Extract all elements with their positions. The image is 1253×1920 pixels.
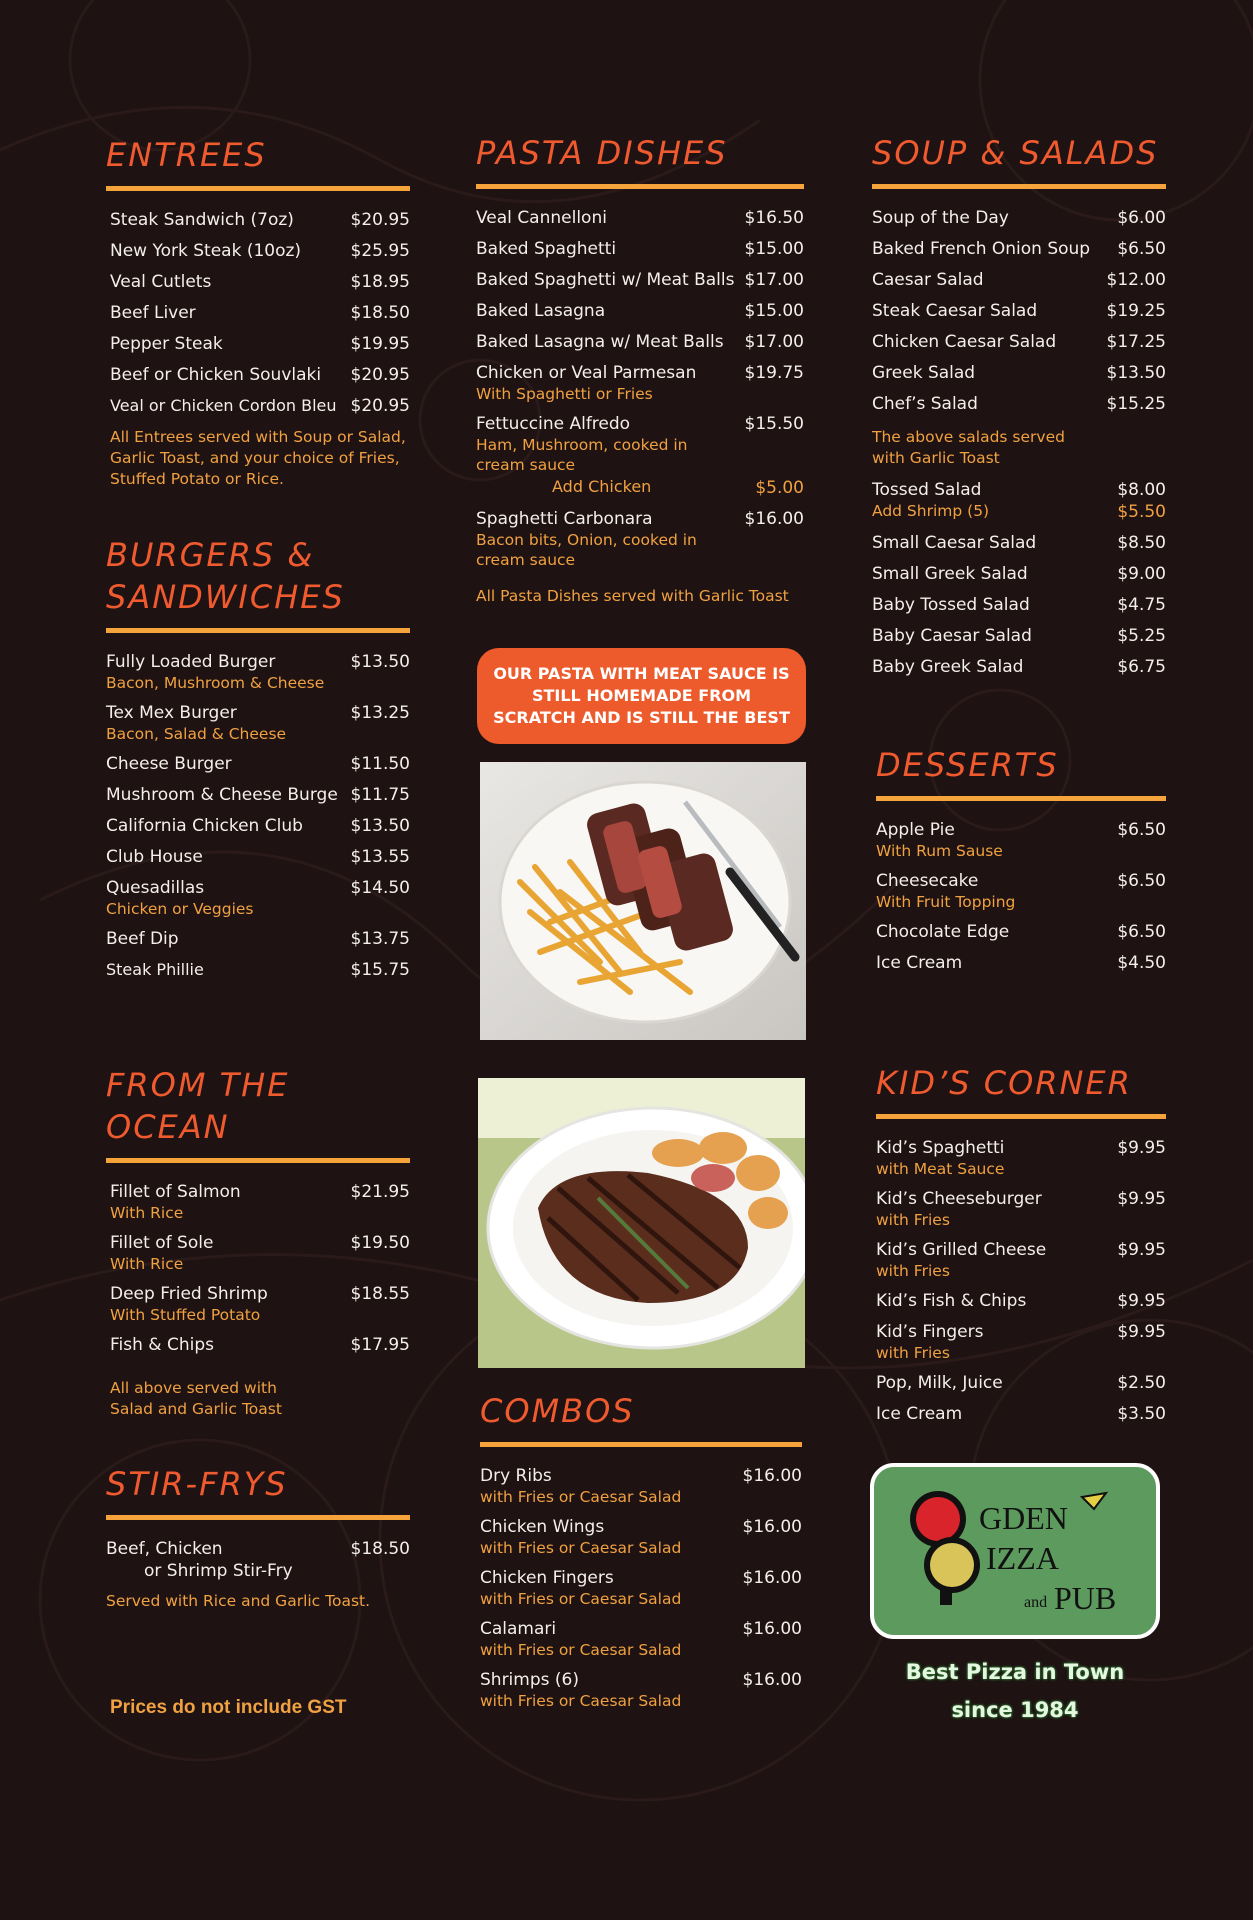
list-item: [106, 651, 410, 693]
item-description: With Spaghetti or Fries: [476, 385, 653, 403]
item-name: Ice Cream: [876, 1404, 963, 1424]
item-description: with Meat Sauce: [876, 1160, 1005, 1178]
list-item: [110, 1181, 410, 1223]
item-name: Spaghetti Carbonara: [476, 509, 653, 529]
item-price: $18.55: [350, 1284, 410, 1304]
item-price: $9.95: [1117, 1322, 1166, 1342]
item-name: Club House: [106, 847, 203, 867]
stirfry-note: Served with Rice and Garlic Toast.: [106, 1592, 371, 1610]
item-description: with Fries or Caesar Salad: [480, 1590, 682, 1608]
item-price: $19.50: [350, 1233, 410, 1253]
combos-heading: COMBOS: [480, 1392, 635, 1430]
list-item: [872, 207, 1166, 229]
item-description: with Fries: [876, 1211, 950, 1229]
item-price: $8.50: [1117, 533, 1166, 553]
list-item: [110, 271, 410, 293]
item-price: $15.50: [744, 414, 804, 434]
item-price: $18.50: [350, 303, 410, 323]
item-price: $15.00: [744, 239, 804, 259]
item-name: Fish & Chips: [110, 1335, 214, 1355]
heading-line: BURGERS &: [106, 536, 315, 574]
entrees-divider: [106, 186, 410, 191]
list-item: [106, 784, 410, 806]
item-name: Tex Mex Burger: [106, 703, 237, 723]
item-price: $18.50: [350, 1539, 410, 1559]
list-item: [872, 362, 1166, 384]
list-item: [876, 1290, 1166, 1312]
item-name: Kid’s Grilled Cheese: [876, 1240, 1047, 1260]
list-item: [110, 240, 410, 262]
item-name: Cheesecake: [876, 871, 979, 891]
ocean-heading: FROM THE OCEAN: [106, 1066, 290, 1146]
entrees-heading: ENTREES: [106, 136, 267, 174]
list-item: [480, 1465, 802, 1507]
item-name: Veal Cannelloni: [476, 208, 607, 228]
soups-divider: [872, 184, 1166, 189]
item-price: $6.50: [1117, 871, 1166, 891]
item-price: $11.75: [350, 785, 410, 805]
list-item: [110, 333, 410, 355]
item-price: $5.25: [1117, 626, 1166, 646]
item-name: Baked Spaghetti: [476, 239, 617, 259]
combos-list: [480, 1465, 802, 1711]
list-item: [110, 209, 410, 231]
item-description: Bacon bits, Onion, cooked in cream sauce: [476, 531, 697, 569]
list-item: [480, 1516, 802, 1558]
item-price: $17.25: [1106, 332, 1166, 352]
list-item: [876, 1137, 1166, 1179]
item-name: Chef’s Salad: [872, 394, 978, 414]
item-description: With Rice: [110, 1255, 184, 1273]
list-item: [872, 269, 1166, 291]
item-name: Baby Tossed Salad: [872, 595, 1030, 615]
item-name: Cheese Burger: [106, 754, 232, 774]
item-name: Kid’s Spaghetti: [876, 1138, 1005, 1158]
item-price: $6.00: [1117, 208, 1166, 228]
stirfry-section: [106, 1463, 410, 1612]
stirfry-heading: STIR-FRYS: [106, 1465, 288, 1503]
gst-note: Prices do not include GST: [110, 1697, 347, 1718]
item-description: Chicken or Veggies: [106, 900, 254, 918]
item-name: Dry Ribs: [480, 1466, 552, 1486]
item-price: $17.00: [744, 332, 804, 352]
item-name: Beef, Chicken: [106, 1539, 223, 1559]
list-item: [876, 1239, 1166, 1281]
entrees-section: [106, 134, 410, 490]
list-item: [110, 1334, 410, 1356]
item-price: $13.50: [350, 652, 410, 672]
list-item: [872, 594, 1166, 616]
item-price: $16.00: [744, 509, 804, 529]
item-price: $13.75: [350, 929, 410, 949]
item-name: Beef or Chicken Souvlaki: [110, 365, 322, 385]
list-item: [876, 1188, 1166, 1230]
salads-note: The above salads served with Garlic Toast: [872, 428, 1065, 467]
item-description: Ham, Mushroom, cooked in cream sauce: [476, 436, 688, 474]
combos-section: [480, 1390, 802, 1720]
item-price: $9.95: [1117, 1291, 1166, 1311]
list-item: [480, 1669, 802, 1711]
homemade-sauce-banner: OUR PASTA WITH MEAT SAUCE IS STILL HOMEMADE FROM SCRATCH AND IS STILL THE BEST: [477, 648, 806, 744]
item-name: Deep Fried Shrimp: [110, 1284, 268, 1304]
logo-text-line3: PUB: [1054, 1580, 1117, 1616]
item-name: California Chicken Club: [106, 816, 303, 836]
item-name: Tossed Salad: [872, 480, 982, 500]
item-price: $20.95: [350, 365, 410, 385]
list-item: [106, 815, 410, 837]
item-name: Baked Spaghetti w/ Meat Balls: [476, 270, 735, 290]
item-price: $9.95: [1117, 1138, 1166, 1158]
item-description: with Fries or Caesar Salad: [480, 1641, 682, 1659]
combos-divider: [480, 1442, 802, 1447]
list-item: [106, 1538, 410, 1582]
list-item: [872, 300, 1166, 322]
item-price: $17.95: [350, 1335, 410, 1355]
item-name: Chicken Wings: [480, 1517, 605, 1537]
item-name: Pop, Milk, Juice: [876, 1373, 1003, 1393]
item-name: Apple Pie: [876, 820, 955, 840]
item-price: $14.50: [350, 878, 410, 898]
item-name: Pepper Steak: [110, 334, 223, 354]
item-description: with Fries: [876, 1344, 950, 1362]
pasta-list: [476, 207, 804, 607]
soups-list: [872, 207, 1166, 678]
item-price: $4.50: [1117, 953, 1166, 973]
item-name: Baby Greek Salad: [872, 657, 1024, 677]
item-name: Add Chicken: [552, 477, 652, 496]
desserts-divider: [876, 796, 1166, 801]
item-name: Quesadillas: [106, 878, 205, 898]
list-item: [872, 238, 1166, 260]
item-price: $15.25: [1106, 394, 1166, 414]
ocean-divider: [106, 1158, 410, 1163]
item-price: $16.50: [744, 208, 804, 228]
pasta-section: [476, 132, 804, 607]
item-price: $21.95: [350, 1182, 410, 1202]
list-item: [476, 362, 804, 404]
item-name: Small Caesar Salad: [872, 533, 1037, 553]
item-price: $15.00: [744, 301, 804, 321]
item-name: Fillet of Salmon: [110, 1182, 241, 1202]
soups-section: [872, 132, 1166, 687]
item-description: with Fries or Caesar Salad: [480, 1692, 682, 1710]
item-description: Add Shrimp (5): [872, 502, 990, 520]
item-price: $9.95: [1117, 1240, 1166, 1260]
entrees-note: All Entrees served with Soup or Salad, Garlic Toast, and your choice of Fries, Stuffed Potato or Rice.: [110, 428, 406, 488]
list-item: [476, 207, 804, 229]
entrees-list: [106, 209, 410, 490]
item-price: $16.00: [742, 1517, 802, 1537]
burgers-divider: [106, 628, 410, 633]
item-price: $6.50: [1117, 239, 1166, 259]
list-item: [106, 753, 410, 775]
grilled-steak-photo: [478, 1078, 805, 1368]
kids-divider: [876, 1114, 1166, 1119]
ocean-note: All above served with Salad and Garlic Toast: [110, 1379, 282, 1418]
item-name: Steak Caesar Salad: [872, 301, 1038, 321]
stirfry-divider: [106, 1515, 410, 1520]
list-item: [106, 846, 410, 868]
item-price: $13.50: [1106, 363, 1166, 383]
item-price: $11.50: [350, 754, 410, 774]
list-item: [876, 1372, 1166, 1394]
list-item: [106, 877, 410, 919]
list-item: [476, 508, 804, 570]
item-name: Ice Cream: [876, 953, 963, 973]
list-item: [872, 393, 1166, 415]
list-item: [872, 532, 1166, 554]
ocean-section: [106, 1064, 410, 1420]
item-name: Caesar Salad: [872, 270, 984, 290]
item-price: $12.00: [1106, 270, 1166, 290]
item-price: $16.00: [742, 1466, 802, 1486]
item-price: $19.95: [350, 334, 410, 354]
item-name: Baked French Onion Soup: [872, 239, 1091, 259]
item-name: Fully Loaded Burger: [106, 652, 276, 672]
list-item: [476, 269, 804, 291]
item-description: Bacon, Mushroom & Cheese: [106, 674, 325, 692]
list-item: [876, 1321, 1166, 1363]
list-item: [110, 395, 410, 417]
item-name: Kid’s Cheeseburger: [876, 1189, 1042, 1209]
tagline-line1: Best Pizza in Town: [905, 1660, 1125, 1684]
item-price: $15.75: [350, 960, 410, 980]
item-name: Shrimps (6): [480, 1670, 579, 1690]
list-item: [110, 364, 410, 386]
list-item: [110, 1232, 410, 1274]
item-name: Beef Dip: [106, 929, 179, 949]
item-price: $6.50: [1117, 922, 1166, 942]
item-price: $9.95: [1117, 1189, 1166, 1209]
kids-section: [876, 1062, 1166, 1434]
desserts-list: [876, 819, 1166, 974]
list-item: [476, 331, 804, 353]
addon-price: $5.50: [1117, 502, 1166, 522]
item-price: $16.00: [742, 1670, 802, 1690]
list-item: [480, 1618, 802, 1660]
list-item: [876, 952, 1166, 974]
ocean-list: [106, 1181, 410, 1420]
list-item: [106, 959, 410, 981]
item-name: Veal Cutlets: [110, 272, 212, 292]
list-item-addon: [476, 477, 804, 499]
list-item: [110, 1283, 410, 1325]
item-name-line2: or Shrimp Stir-Fry: [144, 1561, 293, 1581]
list-item: [476, 238, 804, 260]
item-price: $19.75: [744, 363, 804, 383]
pasta-heading: PASTA DISHES: [476, 134, 728, 172]
item-name: Steak Sandwich (7oz): [110, 210, 294, 230]
list-item: [476, 413, 804, 475]
item-price: $8.00: [1117, 480, 1166, 500]
item-price: $20.95: [350, 210, 410, 230]
item-price: $13.50: [350, 816, 410, 836]
item-name: Baked Lasagna: [476, 301, 606, 321]
logo-text-line2: IZZA: [986, 1540, 1059, 1576]
pasta-divider: [476, 184, 804, 189]
item-name: Chicken Fingers: [480, 1568, 614, 1588]
item-name: Fettuccine Alfredo: [476, 414, 631, 434]
kids-heading: KID’S CORNER: [876, 1064, 1132, 1102]
item-price: $2.50: [1117, 1373, 1166, 1393]
list-item: [110, 302, 410, 324]
item-price: $16.00: [742, 1619, 802, 1639]
item-name: Steak Phillie: [106, 960, 204, 979]
logo-graphic: [874, 1467, 1156, 1635]
desserts-section: [876, 744, 1166, 983]
item-price: $17.00: [744, 270, 804, 290]
list-item: [872, 625, 1166, 647]
steak-fries-photo: [480, 762, 806, 1040]
list-item: [872, 656, 1166, 678]
burgers-list: [106, 651, 410, 981]
list-item: [872, 331, 1166, 353]
list-item: [106, 928, 410, 950]
list-item: [106, 702, 410, 744]
list-item: [876, 921, 1166, 943]
item-description: Bacon, Salad & Cheese: [106, 725, 287, 743]
item-description: with Fries or Caesar Salad: [480, 1539, 682, 1557]
tagline-line2: since 1984: [951, 1698, 1079, 1722]
item-price: $18.95: [350, 272, 410, 292]
item-name: Small Greek Salad: [872, 564, 1028, 584]
item-description: With Rum Sause: [876, 842, 1003, 860]
burgers-section: [106, 534, 410, 990]
item-price: $16.00: [742, 1568, 802, 1588]
item-name: Baked Lasagna w/ Meat Balls: [476, 332, 724, 352]
desserts-heading: DESSERTS: [876, 746, 1059, 784]
item-name: Baby Caesar Salad: [872, 626, 1032, 646]
item-description: With Fruit Topping: [876, 893, 1016, 911]
item-name: Beef Liver: [110, 303, 196, 323]
soups-heading: SOUP & SALADS: [872, 134, 1159, 172]
item-price: $3.50: [1117, 1404, 1166, 1424]
list-item: [876, 819, 1166, 861]
list-item: [872, 479, 1166, 523]
item-description: with Fries: [876, 1262, 950, 1280]
item-price: $20.95: [350, 396, 410, 416]
heading-line: SANDWICHES: [106, 578, 345, 616]
item-price: $4.75: [1117, 595, 1166, 615]
item-name: Mushroom & Cheese Burge: [106, 785, 338, 805]
item-name: Fillet of Sole: [110, 1233, 214, 1253]
item-price: $6.50: [1117, 820, 1166, 840]
item-price: $6.75: [1117, 657, 1166, 677]
item-price: $9.00: [1117, 564, 1166, 584]
item-name: Greek Salad: [872, 363, 976, 383]
item-name: Soup of the Day: [872, 208, 1009, 228]
restaurant-logo: [870, 1463, 1160, 1639]
list-item: [872, 563, 1166, 585]
item-description: With Rice: [110, 1204, 184, 1222]
item-name: Chicken Caesar Salad: [872, 332, 1057, 352]
item-price: $13.55: [350, 847, 410, 867]
logo-text-line1: GDEN: [979, 1500, 1068, 1536]
item-name: Chocolate Edge: [876, 922, 1010, 942]
list-item: [476, 300, 804, 322]
pasta-note: All Pasta Dishes served with Garlic Toast: [476, 587, 789, 605]
item-price: $5.00: [755, 478, 804, 498]
item-name: Kid’s Fingers: [876, 1322, 984, 1342]
kids-list: [876, 1137, 1166, 1425]
item-name: Chicken or Veal Parmesan: [476, 363, 697, 383]
item-name: Kid’s Fish & Chips: [876, 1291, 1027, 1311]
item-name: Calamari: [480, 1619, 557, 1639]
item-price: $19.25: [1106, 301, 1166, 321]
item-description: With Stuffed Potato: [110, 1306, 261, 1324]
item-price: $13.25: [350, 703, 410, 723]
logo-text-and: and: [1024, 1594, 1048, 1611]
item-name: New York Steak (10oz): [110, 241, 302, 261]
item-description: with Fries or Caesar Salad: [480, 1488, 682, 1506]
list-item: [876, 1403, 1166, 1425]
item-name: Veal or Chicken Cordon Bleu: [110, 396, 337, 415]
item-price: $25.95: [350, 241, 410, 261]
list-item: [876, 870, 1166, 912]
burgers-heading: [106, 534, 410, 618]
list-item: [480, 1567, 802, 1609]
